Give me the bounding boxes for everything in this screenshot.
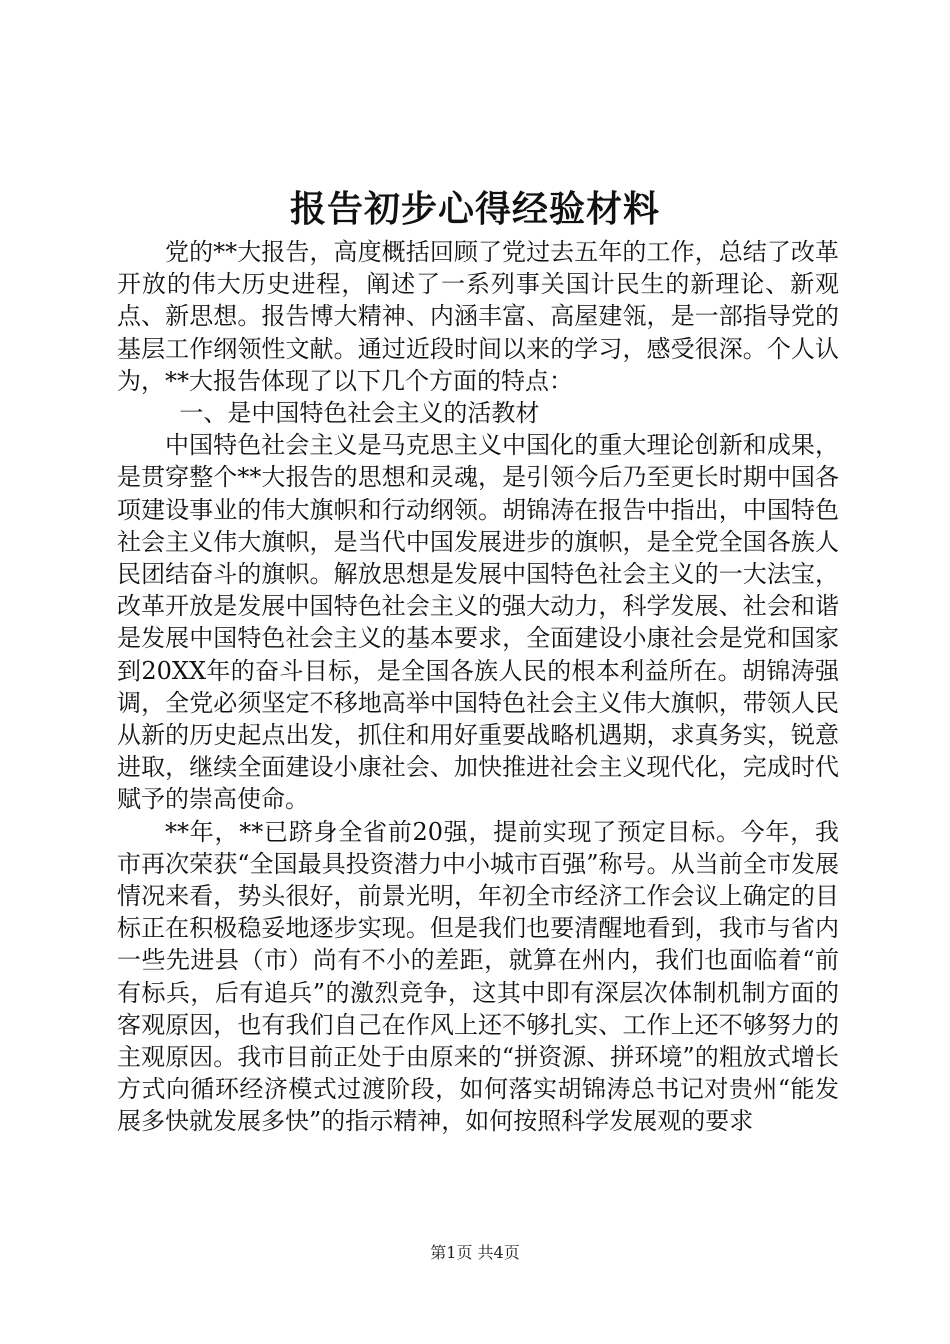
intro-paragraph: 党的**大报告，高度概括回顾了党过去五年的工作，总结了改革开放的伟大历史进程，阐述了一系列事关国计民生的新理论、新观点、新思想。报告博大精神、内涵丰富、高屋建瓴，是一部指导党的基层工作纲领性文献。通过近段时间以来的学习，感受很深。个人认为，**大报告体现了以下几个方面的特点： — [117, 238, 839, 395]
body-paragraph-2: **年，**已跻身全省前20强，提前实现了预定目标。今年，我市再次荣获“全国最具投资潜力中小城市百强”称号。从当前全市发展情况来看，势头很好，前景光明，年初全市经济工作会议上确定的目标正在积极稳妥地逐步实现。但是我们也要清醒地看到，我市与省内一些先进县（市）尚有不小的差距，就算在州内，我们也面临着“前有标兵，后有追兵”的激烈竞争，这其中即有深层次体制机制方面的客观原因，也有我们自己在作风上还不够扎实、工作上还不够努力的主观原因。我市目前正处于由原来的“拼资源、拼环境”的粗放式增长方式向循环经济模式过渡阶段，如何落实胡锦涛总书记对贵州“能发展多快就发展多快”的指示精神，如何按照科学发展观的要求 — [117, 817, 839, 1136]
section-heading: 一、是中国特色社会主义的活教材 — [179, 399, 540, 428]
body-paragraph-1: 中国特色社会主义是马克思主义中国化的重大理论创新和成果，是贯穿整个**大报告的思想和灵魂，是引领今后乃至更长时期中国各项建设事业的伟大旗帜和行动纲领。胡锦涛在报告中指出，中国特色社会主义伟大旗帜，是当代中国发展进步的旗帜，是全党全国各族人民团结奋斗的旗帜。解放思想是发展中国特色社会主义的一大法宝，改革开放是发展中国特色社会主义的强大动力，科学发展、社会和谐是发展中国特色社会主义的基本要求，全面建设小康社会是党和国家到20XX年的奋斗目标，是全国各族人民的根本利益所在。胡锦涛强调，全党必须坚定不移地高举中国特色社会主义伟大旗帜，带领人民从新的历史起点出发，抓住和用好重要战略机遇期，求真务实，锐意进取，继续全面建设小康社会、加快推进社会主义现代化，完成时代赋予的崇高使命。 — [117, 431, 839, 814]
page-number-footer: 第1页 共4页 — [430, 1243, 520, 1262]
document-body — [117, 236, 839, 1138]
document-title: 报告初步心得经验材料 — [289, 188, 660, 230]
